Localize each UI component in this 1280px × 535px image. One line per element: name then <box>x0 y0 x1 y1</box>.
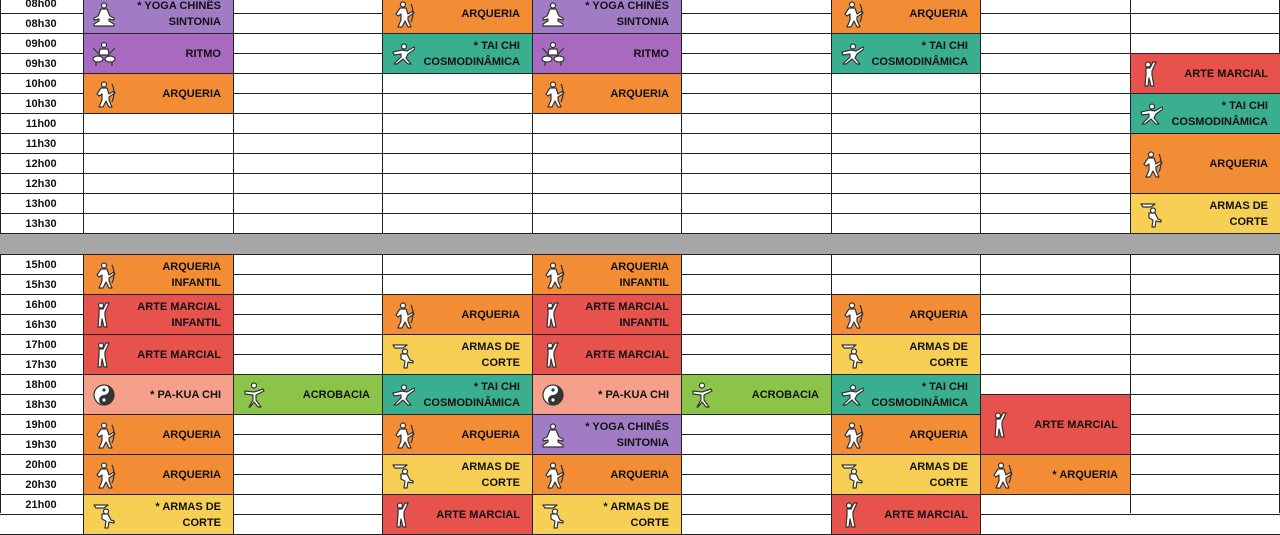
archer-icon <box>541 261 565 289</box>
kick-icon <box>92 301 116 329</box>
class-label: ARTE MARCIAL <box>1034 418 1118 431</box>
lunch-break-bar <box>0 234 1280 254</box>
class-label: * ARMAS DE CORTE <box>155 500 221 529</box>
archer-icon <box>92 421 116 449</box>
class-block-tai-chi-cosmodinamica[interactable] <box>1130 93 1280 134</box>
class-label: ARTE MARCIAL <box>585 348 669 361</box>
class-block-arte-marcial[interactable] <box>831 494 981 535</box>
time-slot-label: 12h30 <box>25 178 57 190</box>
archer-icon <box>92 261 116 289</box>
archer-icon <box>840 421 864 449</box>
archer-icon <box>541 80 565 108</box>
time-slot-label: 17h00 <box>25 339 57 351</box>
archer-icon <box>989 461 1013 489</box>
class-block-pa-kua-chi[interactable] <box>532 374 682 415</box>
class-label: * ARQUERIA <box>1052 468 1118 481</box>
sword-icon <box>1139 200 1163 228</box>
class-label: * YOGA CHINÊS SINTONIA <box>137 0 221 28</box>
archer-icon <box>391 421 415 449</box>
class-block-ritmo[interactable] <box>532 33 682 74</box>
class-label: ARMAS DE CORTE <box>461 460 520 489</box>
time-slot-label: 18h00 <box>25 379 57 391</box>
class-label: RITMO <box>185 47 221 60</box>
class-block-yoga-chines-sintonia[interactable] <box>532 414 682 455</box>
taichi-icon <box>391 381 415 409</box>
archer-icon <box>840 301 864 329</box>
class-label: ARQUERIA <box>1209 157 1268 170</box>
class-block-armas-de-corte[interactable] <box>382 334 533 375</box>
grid-row-line <box>0 133 1280 134</box>
acrobat-icon <box>690 381 714 409</box>
class-block-arqueria[interactable] <box>831 0 981 34</box>
class-block-arqueria[interactable] <box>831 294 981 335</box>
sword-icon <box>840 341 864 369</box>
class-block-arqueria[interactable] <box>831 414 981 455</box>
time-slot-label: 15h00 <box>25 259 57 271</box>
yin-yang-icon <box>541 381 565 409</box>
class-label: * ARMAS DE CORTE <box>603 500 669 529</box>
meditation-icon <box>541 0 565 28</box>
grid-row-line <box>0 173 1280 174</box>
archer-icon <box>840 0 864 28</box>
class-label: ARTE MARCIAL INFANTIL <box>137 300 221 329</box>
class-block-arte-marcial[interactable] <box>980 394 1131 455</box>
time-slot-label: 11h00 <box>25 118 57 130</box>
grid-row-line <box>0 193 1280 194</box>
class-label: RITMO <box>633 47 669 60</box>
sword-icon <box>840 461 864 489</box>
class-label: ARTE MARCIAL <box>137 348 221 361</box>
kick-icon <box>840 501 864 529</box>
archer-icon <box>92 461 116 489</box>
class-block-yoga-chines-sintonia[interactable] <box>532 0 682 34</box>
time-slot-label: 16h30 <box>25 319 57 331</box>
archer-icon <box>1139 150 1163 178</box>
class-block-arte-marcial[interactable] <box>532 334 682 375</box>
time-slot-label: 08h00 <box>25 0 57 10</box>
class-label: ARMAS DE CORTE <box>1209 199 1268 228</box>
drums-icon <box>541 40 565 68</box>
class-block-arqueria[interactable] <box>1130 133 1280 194</box>
class-block-arte-marcial[interactable] <box>83 334 234 375</box>
sword-icon <box>92 501 116 529</box>
archer-icon <box>391 301 415 329</box>
class-block-arqueria[interactable] <box>83 414 234 455</box>
time-slot-label: 08h30 <box>25 18 57 30</box>
kick-icon <box>541 301 565 329</box>
class-block-arqueria[interactable] <box>382 414 533 455</box>
time-slot-label: 11h30 <box>25 138 57 150</box>
time-slot-label: 20h00 <box>25 459 57 471</box>
class-label: * TAI CHI COSMODINÂMICA <box>423 39 520 68</box>
class-block-arqueria[interactable] <box>83 454 234 495</box>
grid-row-line <box>0 213 1280 214</box>
yin-yang-icon <box>92 381 116 409</box>
grid-row-line <box>0 153 1280 154</box>
class-block-acrobacia[interactable] <box>233 374 383 415</box>
kick-icon <box>989 411 1013 439</box>
kick-icon <box>541 341 565 369</box>
class-block-acrobacia[interactable] <box>681 374 832 415</box>
class-label: ARTE MARCIAL <box>884 508 968 521</box>
time-slot-label: 10h00 <box>25 78 57 90</box>
class-label: ARQUERIA <box>162 87 221 100</box>
class-label: ARQUERIA <box>461 308 520 321</box>
class-block-tai-chi-cosmodinamica[interactable] <box>831 374 981 415</box>
class-label: * PA-KUA CHI <box>150 388 221 401</box>
class-label: ARQUERIA <box>162 428 221 441</box>
class-block-arqueria[interactable] <box>532 454 682 495</box>
time-slot-label: 09h30 <box>25 58 57 70</box>
class-label: ACROBACIA <box>751 388 819 401</box>
class-block-armas-de-corte[interactable] <box>831 334 981 375</box>
class-label: ARQUERIA INFANTIL <box>162 260 221 289</box>
class-label: ARQUERIA <box>610 468 669 481</box>
sword-icon <box>541 501 565 529</box>
meditation-icon <box>541 421 565 449</box>
acrobat-icon <box>242 381 266 409</box>
class-label: * YOGA CHINÊS SINTONIA <box>585 420 669 449</box>
class-block-arte-marcial[interactable] <box>382 494 533 535</box>
class-label: ARMAS DE CORTE <box>909 460 968 489</box>
time-slot-label: 19h30 <box>25 439 57 451</box>
meditation-icon <box>92 0 116 28</box>
time-slot-label: 15h30 <box>25 279 57 291</box>
drums-icon <box>92 40 116 68</box>
class-block-arte-marcial-infantil[interactable] <box>83 294 234 335</box>
class-label: ARQUERIA <box>909 7 968 20</box>
class-block-arqueria[interactable] <box>980 454 1131 495</box>
kick-icon <box>391 501 415 529</box>
taichi-icon <box>840 381 864 409</box>
class-block-armas-de-corte[interactable] <box>1130 193 1280 234</box>
kick-icon <box>1139 60 1163 88</box>
class-label: ARQUERIA <box>461 7 520 20</box>
time-slot-label: 13h30 <box>25 218 57 230</box>
class-block-tai-chi-cosmodinamica[interactable] <box>831 33 981 74</box>
archer-icon <box>541 461 565 489</box>
class-block-arte-marcial[interactable] <box>1130 53 1280 94</box>
class-label: ARMAS DE CORTE <box>909 340 968 369</box>
time-slot-label: 18h30 <box>25 399 57 411</box>
class-label: ARQUERIA <box>909 308 968 321</box>
class-label: ARQUERIA <box>461 428 520 441</box>
class-label: ARTE MARCIAL <box>436 508 520 521</box>
class-block-armas-de-corte[interactable] <box>382 454 533 495</box>
class-label: * PA-KUA CHI <box>598 388 669 401</box>
class-label: ARQUERIA <box>909 428 968 441</box>
class-block-arqueria[interactable] <box>382 0 533 34</box>
class-block-arqueria[interactable] <box>382 294 533 335</box>
class-label: ARTE MARCIAL INFANTIL <box>585 300 669 329</box>
class-block-ritmo[interactable] <box>83 33 234 74</box>
class-block-armas-de-corte[interactable] <box>831 454 981 495</box>
class-label: ARQUERIA INFANTIL <box>610 260 669 289</box>
class-block-armas-de-corte[interactable] <box>532 494 682 535</box>
class-label: ARTE MARCIAL <box>1184 67 1268 80</box>
class-label: ARMAS DE CORTE <box>461 340 520 369</box>
class-block-pa-kua-chi[interactable] <box>83 374 234 415</box>
class-label: ARQUERIA <box>162 468 221 481</box>
class-label: * TAI CHI COSMODINÂMICA <box>423 380 520 409</box>
time-slot-label: 12h00 <box>25 158 57 170</box>
class-block-arqueria-infantil[interactable] <box>532 254 682 295</box>
time-slot-label: 21h00 <box>25 499 57 511</box>
time-slot-label: 13h00 <box>25 198 57 210</box>
class-block-yoga-chines-sintonia[interactable] <box>83 0 234 34</box>
time-slot-label: 17h30 <box>25 359 57 371</box>
kick-icon <box>92 341 116 369</box>
time-slot-label: 10h30 <box>25 98 57 110</box>
archer-icon <box>92 80 116 108</box>
time-slot-label: 09h00 <box>25 38 57 50</box>
class-label: * TAI CHI COSMODINÂMICA <box>871 39 968 68</box>
class-block-arte-marcial-infantil[interactable] <box>532 294 682 335</box>
class-block-arqueria-infantil[interactable] <box>83 254 234 295</box>
class-block-armas-de-corte[interactable] <box>83 494 234 535</box>
taichi-icon <box>840 40 864 68</box>
class-label: ACROBACIA <box>302 388 370 401</box>
class-block-arqueria[interactable] <box>83 73 234 114</box>
sword-icon <box>391 461 415 489</box>
sword-icon <box>391 341 415 369</box>
class-label: * TAI CHI COSMODINÂMICA <box>871 380 968 409</box>
taichi-icon <box>391 40 415 68</box>
class-label: * YOGA CHINÊS SINTONIA <box>585 0 669 28</box>
class-label: ARQUERIA <box>610 87 669 100</box>
time-slot-label: 19h00 <box>25 419 57 431</box>
class-block-tai-chi-cosmodinamica[interactable] <box>382 33 533 74</box>
time-slot-label: 20h30 <box>25 479 57 491</box>
archer-icon <box>391 0 415 28</box>
class-block-tai-chi-cosmodinamica[interactable] <box>382 374 533 415</box>
taichi-icon <box>1139 100 1163 128</box>
class-block-arqueria[interactable] <box>532 73 682 114</box>
time-slot-label: 16h00 <box>25 299 57 311</box>
class-label: * TAI CHI COSMODINÂMICA <box>1171 99 1268 128</box>
